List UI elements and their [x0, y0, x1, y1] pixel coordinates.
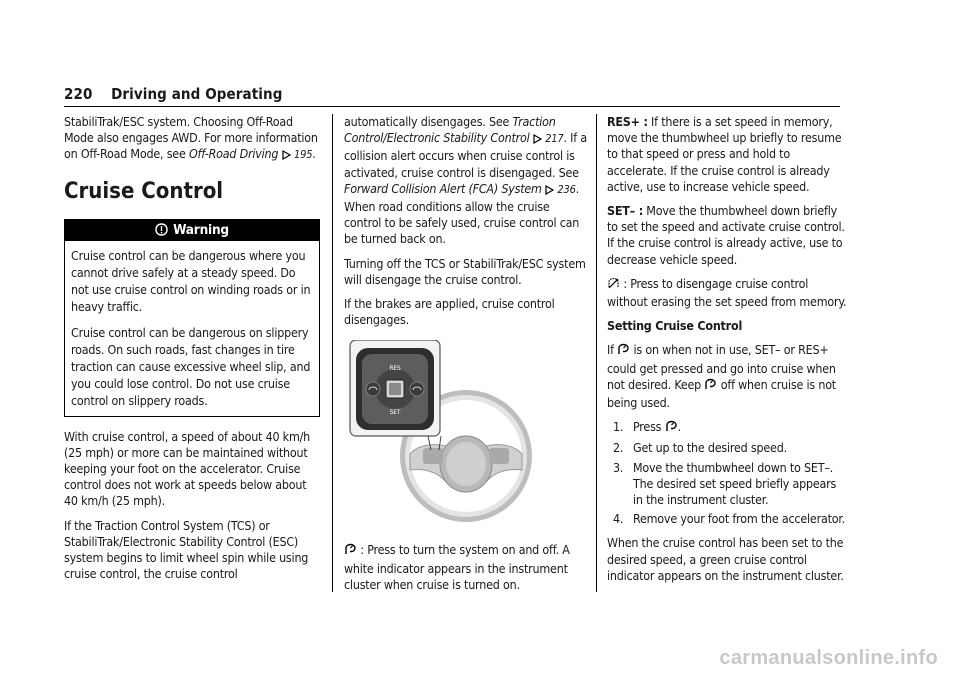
warning-box — [64, 219, 320, 417]
section-title: Driving and Operating — [111, 85, 283, 103]
set-label: SET — [389, 409, 401, 417]
column-divider-2 — [596, 114, 597, 592]
cruise-icon — [704, 378, 717, 395]
page-title: Cruise Control — [64, 178, 224, 204]
page-ref-icon — [545, 183, 554, 199]
tcs-off-paragraph: Turning off the TCS or StabiliTrak/ESC system will disengage the cruise control. — [344, 255, 586, 287]
res-paragraph: RES+ : If there is a set speed in memory, move the thumbwheel up briefly to resume to that speed or press and hold to accelerate. If the cruise control is already active, use to increase vehicle speed. — [607, 114, 842, 194]
cancel-paragraph: : Press to disengage cruise control without erasing the set speed from memory. — [607, 275, 847, 310]
page-number: 220 — [64, 85, 93, 103]
onoff-paragraph: : Press to turn the system on and off. A white indicator appears in the instrument cluster when cruise is turned on. — [344, 542, 570, 592]
fca-link[interactable]: Forward Collision Alert (FCA) System — [344, 180, 542, 196]
cancel-icon — [607, 277, 620, 294]
res-term: RES+ : — [607, 114, 648, 129]
column-2 — [344, 114, 590, 601]
setting-heading: Setting Cruise Control — [607, 318, 743, 334]
traction-link[interactable]: Traction Control/Electronic Stability Control — [344, 114, 556, 146]
final-paragraph: When the cruise control has been set to the desired speed, a green cruise control indicator appears on the instrument cluster. — [607, 535, 844, 583]
warning-icon — [155, 223, 168, 237]
column-1 — [64, 114, 320, 590]
column-divider-1 — [332, 114, 333, 592]
intro-paragraph: StabiliTrak/ESC system. Choosing Off-Road Mode also engages AWD. For more information on Off-Road Mode, see Off-Road Driving 195. — [64, 114, 320, 165]
list-item: 1. Press . — [607, 419, 847, 437]
warning-body — [65, 241, 319, 416]
set-paragraph: SET– : Move the thumbwheel down briefly to set the speed and activate cruise control. If the cruise control is already active, use to decrease vehicle speed. — [607, 203, 845, 267]
list-item: 3. Move the thumbwheel down to SET–. The desired set speed briefly appears in the instrument cluster. — [613, 459, 837, 508]
setting-paragraph: If is on when not in use, SET– or RES+ could get pressed and go into cruise when not desired. Keep off when cruise is not being used. — [607, 342, 836, 411]
page-ref-icon — [282, 148, 291, 164]
column-3 — [607, 114, 847, 592]
res-label: RES — [389, 365, 401, 373]
warning-title: Warning — [173, 221, 229, 238]
disengage-paragraph: automatically disengages. See Traction Control/Electronic Stability Control 217. If a collision alert occurs when cruise control is activated, cruise control is disengaged. See Forward Collision Alert (FCA) System 236. When road conditions allow the cruise control to be safely used, cruise control can be turned back on. — [344, 114, 587, 247]
watermark: carmanualsonline.info — [719, 647, 938, 669]
cruise-icon — [344, 543, 357, 560]
cruise-icon — [617, 343, 630, 360]
steps-list — [607, 419, 847, 527]
offroad-link[interactable]: Off-Road Driving — [188, 146, 279, 162]
cruise-icon — [665, 420, 678, 437]
warning-text-1: Cruise control can be dangerous where you cannot drive safely at a steady speed. Do not use cruise control on winding roads or in heavy traffic. — [71, 247, 311, 315]
speed-paragraph: With cruise control, a speed of about 40 km/h (25 mph) or more can be maintained without keeping your foot on the accelerator. Cruise control does not work at speeds below about 40 km/h (25 mph). — [64, 428, 311, 509]
brakes-paragraph: If the brakes are applied, cruise control disengages. — [344, 296, 555, 328]
page-header — [64, 84, 840, 107]
tcs-paragraph: If the Traction Control System (TCS) or StabiliTrak/Electronic Stability Control (ESC) system begins to limit wheel spin while using cruise control, the cruise control — [64, 517, 309, 582]
steering-wheel-illustration — [348, 340, 538, 530]
list-item: 4. Remove your foot from the accelerator. — [613, 511, 845, 527]
warning-header — [65, 220, 319, 241]
page-ref-icon — [533, 132, 542, 148]
set-term: SET– : — [607, 203, 643, 219]
list-item: 2. Get up to the desired speed. — [613, 440, 787, 456]
warning-text-2: Cruise control can be dangerous on slippery roads. On such roads, fast changes in tire traction can cause excessive wheel slip, and you could lose control. Do not use cruise control on slippery roads. — [71, 324, 311, 409]
